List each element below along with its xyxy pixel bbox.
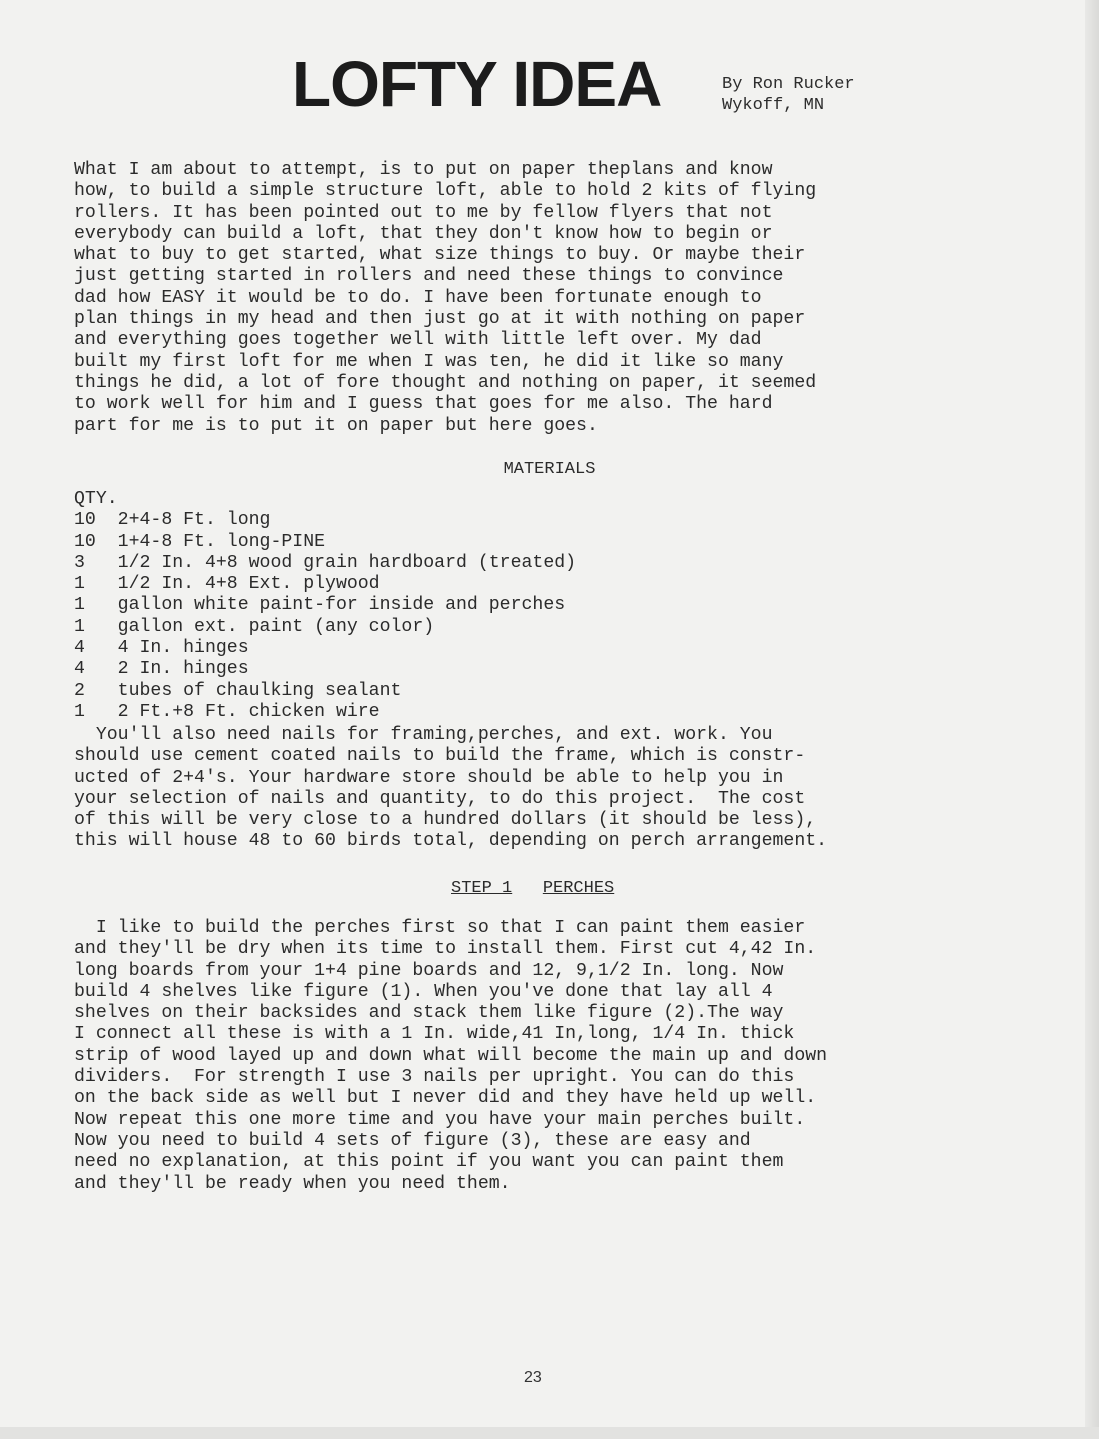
text-line: What I am about to attempt, is to put on paper theplans and know	[74, 160, 773, 180]
text-line: You'll also need nails for framing,perches, and ext. work. You	[74, 725, 773, 745]
text-line: built my first loft for me when I was ten, he did it like so many	[74, 351, 784, 372]
text-line: Now you need to build 4 sets of figure (3), these are easy and	[74, 1130, 751, 1151]
text-line: this will house 48 to 60 birds total, depending on perch arrangement.	[74, 831, 828, 852]
text-line: Now repeat this one more time and you have your main perches built.	[74, 1109, 806, 1130]
text-line: how, to build a simple structure loft, able to hold 2 kits of flying	[74, 181, 817, 202]
scan-bottom-edge	[0, 1427, 1099, 1439]
page-number: 23	[524, 1369, 542, 1386]
scan-edge	[1085, 0, 1099, 1439]
text-line: things he did, a lot of fore thought and nothing on paper, it seemed	[74, 372, 817, 393]
text-line: dad how EASY it would be to do. I have been fortunate enough to	[74, 287, 762, 308]
material-item: 4 4 In. hinges	[74, 638, 249, 659]
text-line: build 4 shelves like figure (1). When you've done that lay all 4	[74, 981, 773, 1002]
text-line: and everything goes together well with little left over. My dad	[74, 330, 762, 351]
intro-paragraph	[74, 160, 1004, 437]
text-line: shelves on their backsides and stack them like figure (2).The way	[74, 1003, 784, 1024]
byline	[722, 74, 855, 116]
author-name: By Ron Rucker	[722, 75, 855, 94]
qty-label: QTY.	[74, 489, 118, 509]
text-line: of this will be very close to a hundred dollars (it should be less),	[74, 810, 817, 831]
material-item: 10 1+4-8 Ft. long-PINE	[74, 531, 326, 552]
text-line: should use cement coated nails to build the frame, which is constr-	[74, 746, 806, 767]
text-line: what to buy to get started, what size things to buy. Or maybe their	[74, 245, 806, 266]
text-line: everybody can build a loft, that they don't know how to begin or	[74, 223, 773, 244]
material-item: 4 2 In. hinges	[74, 659, 249, 680]
step1-heading	[451, 878, 614, 899]
material-item: 2 tubes of chaulking sealant	[74, 680, 402, 701]
text-line: part for me is to put it on paper but here goes.	[74, 415, 598, 436]
text-line: I connect all these is with a 1 In. wide,41 In,long, 1/4 In. thick	[74, 1024, 795, 1045]
step1-label: STEP 1	[451, 879, 513, 898]
author-location: Wykoff, MN	[722, 96, 825, 115]
materials-heading: MATERIALS	[503, 460, 596, 479]
materials-list	[74, 489, 1004, 723]
text-line: your selection of nails and quantity, to do this project. The cost	[74, 788, 806, 809]
article-title: LOFTY IDEA	[292, 48, 662, 120]
material-item: 1 gallon white paint-for inside and perches	[74, 595, 566, 616]
text-line: and they'll be dry when its time to install them. First cut 4,42 In.	[74, 939, 817, 960]
text-line: ucted of 2+4's. Your hardware store should be able to help you in	[74, 767, 784, 788]
text-line: to work well for him and I guess that goes for me also. The hard	[74, 394, 773, 415]
text-line: need no explanation, at this point if you want you can paint them	[74, 1152, 784, 1173]
text-line: plan things in my head and then just go at it with nothing on paper	[74, 309, 806, 330]
text-line: long boards from your 1+4 pine boards and 12, 9,1/2 In. long. Now	[74, 960, 784, 981]
material-item: 10 2+4-8 Ft. long	[74, 510, 271, 531]
material-item: 1 gallon ext. paint (any color)	[74, 616, 435, 637]
step1-title: PERCHES	[542, 879, 615, 898]
text-line: just getting started in rollers and need these things to convince	[74, 266, 784, 287]
text-line: and they'll be ready when you need them.	[74, 1173, 511, 1194]
text-line: I like to build the perches first so that I can paint them easier	[74, 918, 806, 938]
text-line: dividers. For strength I use 3 nails per upright. You can do this	[74, 1067, 795, 1088]
text-line: rollers. It has been pointed out to me by fellow flyers that not	[74, 202, 773, 223]
material-item: 1 1/2 In. 4+8 Ext. plywood	[74, 574, 380, 595]
nails-paragraph	[74, 725, 1004, 853]
step1-paragraph	[74, 918, 1004, 1195]
text-line: on the back side as well but I never did and they have held up well.	[74, 1088, 817, 1109]
material-item: 3 1/2 In. 4+8 wood grain hardboard (treated)	[74, 552, 577, 573]
text-line: strip of wood layed up and down what will become the main up and down	[74, 1045, 828, 1066]
material-item: 1 2 Ft.+8 Ft. chicken wire	[74, 701, 380, 722]
